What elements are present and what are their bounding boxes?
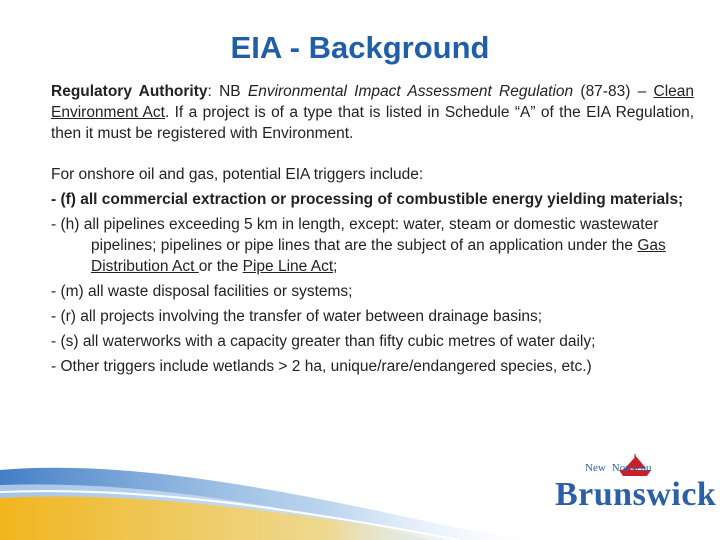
regulatory-label: Regulatory Authority [51, 83, 208, 100]
trigger-h-or: or the [198, 258, 243, 275]
regulatory-prefix: : NB [207, 83, 248, 100]
pipe-line-act-link: Pipe Line Act [242, 258, 334, 275]
trigger-item-m: - (m) all waste disposal facilities or systems; [51, 283, 353, 300]
gas-distribution-act-link: Gas Distribution Act [91, 237, 666, 275]
trigger-item-s: - (s) all waterworks with a capacity greater than fifty cubic metres of water daily; [51, 333, 596, 350]
clean-environment-act-link: Clean Environment Act [51, 83, 694, 121]
logo-new-nouveau [585, 462, 652, 474]
slide-body [51, 81, 694, 381]
page-title: EIA - Background [230, 30, 490, 65]
nb-logo [555, 458, 717, 526]
trigger-h-end: ; [333, 258, 338, 275]
regulation-name: Environmental Impact Assessment Regulation [247, 83, 574, 100]
logo-nouveau: Nouveau [611, 462, 652, 474]
trigger-item-h [51, 214, 694, 277]
logo-brunswick: Brunswick [555, 476, 717, 513]
regulatory-paragraph [51, 81, 694, 144]
trigger-item-other: - Other triggers include wetlands > 2 ha, unique/rare/endangered species, etc.) [51, 358, 592, 375]
regulatory-rest: . If a project is of a type that is listed in Schedule “A” of the EIA Regulation, then it must be registered with Environment. [51, 104, 695, 142]
trigger-item-r: - (r) all projects involving the transfer of water between drainage basins; [51, 308, 543, 325]
triggers-intro: For onshore oil and gas, potential EIA triggers include: [51, 166, 424, 183]
regulation-number: (87-83) – [573, 83, 654, 100]
trigger-item-f: - (f) all commercial extraction or processing of combustible energy yielding materials; [51, 191, 684, 208]
logo-new: New [585, 462, 606, 474]
trigger-h-text: - (h) all pipelines exceeding 5 km in length, except: water, steam or domestic wastewater pipelines; pipelines or pipe lines that are the subject of an application under the [51, 216, 659, 254]
